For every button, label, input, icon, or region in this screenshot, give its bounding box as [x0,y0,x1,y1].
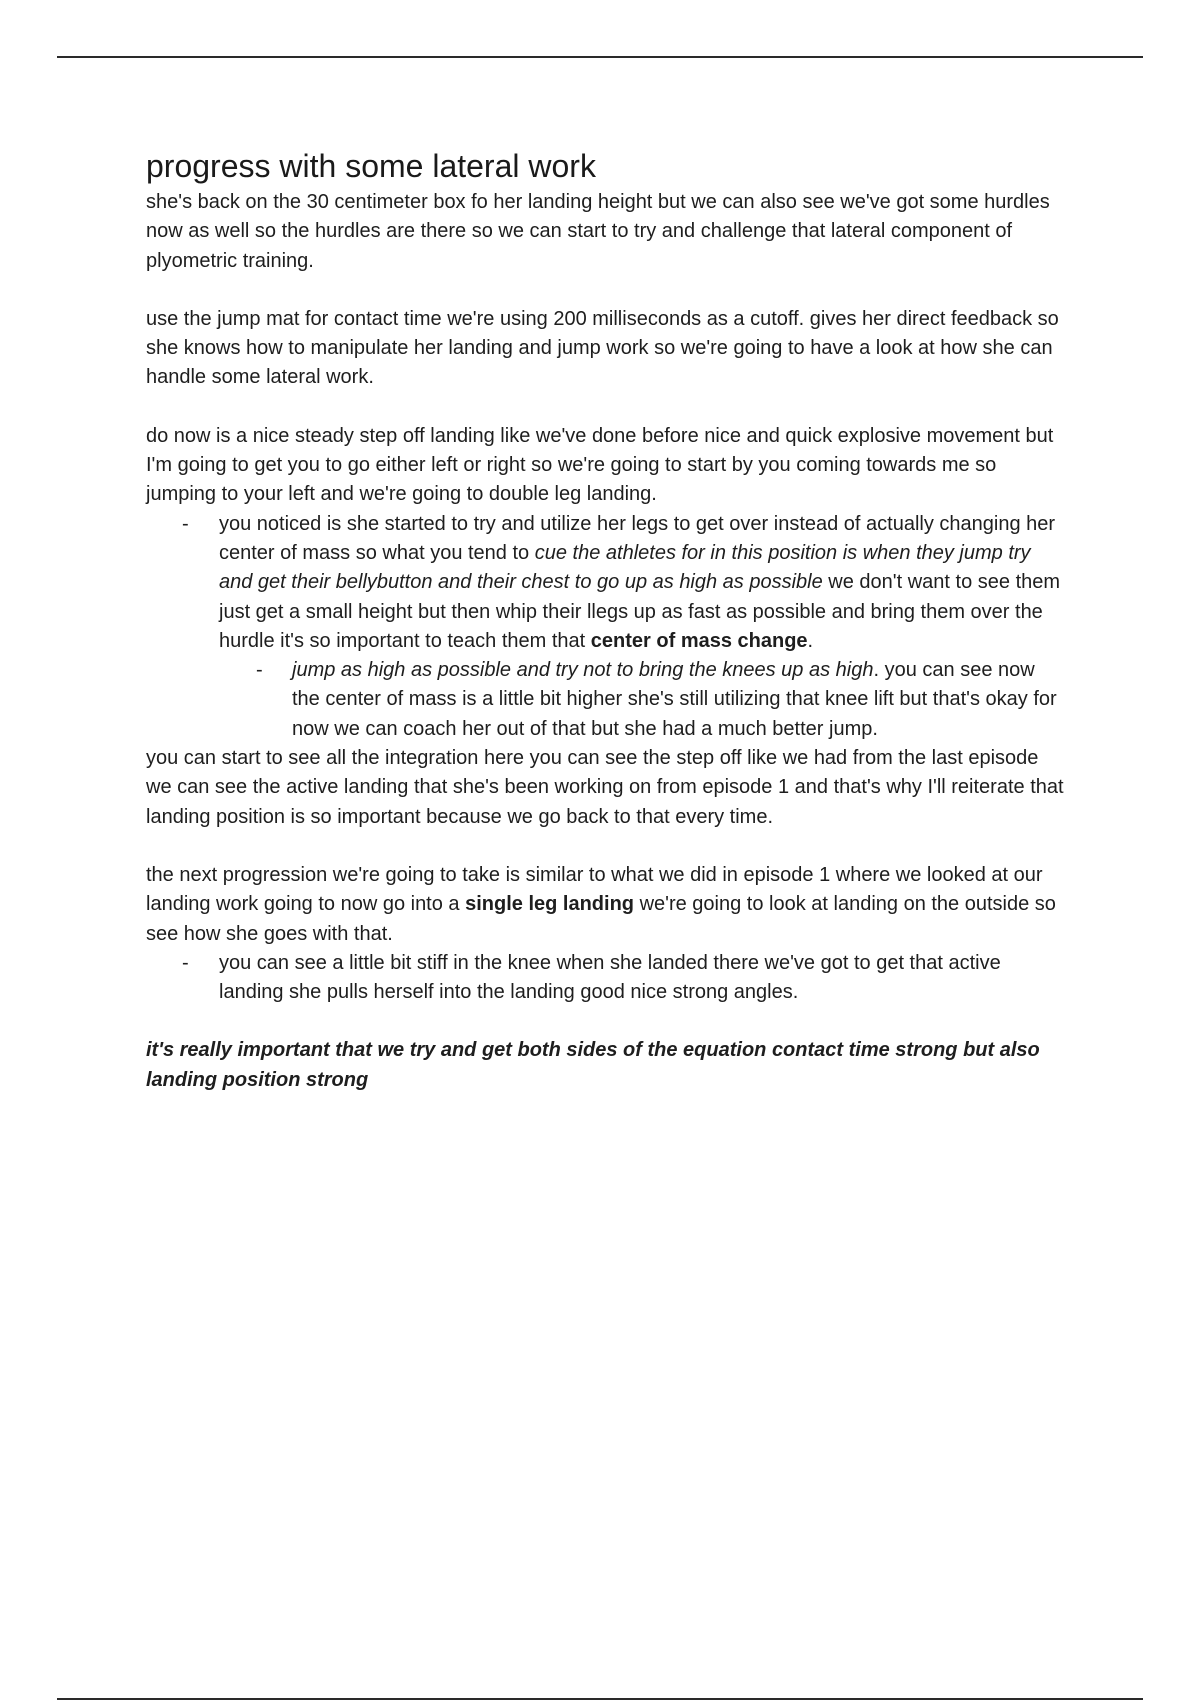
cue-text: cue the athletes for in this position is when they jump try and get their bellybutton and their chest to go up as high as possible [219,541,1031,594]
bullet-center-of-mass: - you noticed is she started to try and utilize her legs to get over instead of actually changing her center of mass so what you tend to cue the athletes for in this position is when they jump try and get their bellybutton and their chest to go up as high as possible we don't want to see them just get a small height but then whip their llegs up as fast as possible and bring them over the hurdle it's so important to teach them that center of mass change. - jump as high as possible and try not to bring the knees up as high. you can see now the center of mass is a little bit higher she's still utilizing that knee lift but that's okay for now we can coach her out of that but she had a much better jump. [146,510,1066,744]
bullet-marker: - [182,951,189,974]
bullet-list-2 [219,656,1066,744]
emphasis-center-of-mass: center of mass change [590,629,808,652]
spacer [146,1007,1066,1036]
paragraph-jump-mat: use the jump mat for contact time we're using 200 milliseconds as a cutoff. gives her direct feedback so she knows how to manipulate her landing and jump work so we're going to have a look at how she can handle some lateral work. [146,307,1059,389]
bullet-list-3 [146,949,1066,1008]
bullet-marker: - [182,512,189,535]
bullet-marker: - [256,659,263,682]
emphasis-single-leg: single leg landing [465,893,635,916]
paragraph-box-setup: she's back on the 30 centimeter box fo her landing height but we can also see we've got some hurdles now as well so the hurdles are there so we can start to try and challenge that lateral component of plyometric training. [146,191,1050,272]
closing-statement: it's really important that we try and get both sides of the equation contact time strong but also landing position strong [146,1039,1040,1091]
paragraph-next-progression: the next progression we're going to take is similar to what we did in episode 1 where we looked at our landing work going to now go into a single leg landing we're going to look at landing on the outside so see how she goes with that. [146,863,1056,945]
bullet-stiff-knee: - you can see a little bit stiff in the knee when she landed there we've got to get that active landing she pulls herself into the landing good nice strong angles. [146,949,1066,1008]
paragraph-step-off: do now is a nice steady step off landing like we've done before nice and quick explosive movement but I'm going to get you to go either left or right so we're going to start by you coming towards me so jumping to your left and we're going to double leg landing. [146,424,1054,506]
document-body [146,146,1066,1095]
top-rule [57,56,1143,58]
cue-text: jump as high as possible and try not to bring the knees up as high [292,659,874,682]
paragraph-integration: you can start to see all the integration here you can see the step off like we had from the last episode we can see the active landing that she's been working on from episode 1 and that's why I'll reiterate that landing position is so important because we go back to that every time. [146,747,1064,828]
section-heading: progress with some lateral work [146,148,596,184]
bullet-list-1 [146,510,1066,744]
bullet-jump-high: - jump as high as possible and try not to bring the knees up as high. you can see now the center of mass is a little bit higher she's still utilizing that knee lift but that's okay for now we can coach her out of that but she had a much better jump. [219,656,1066,744]
